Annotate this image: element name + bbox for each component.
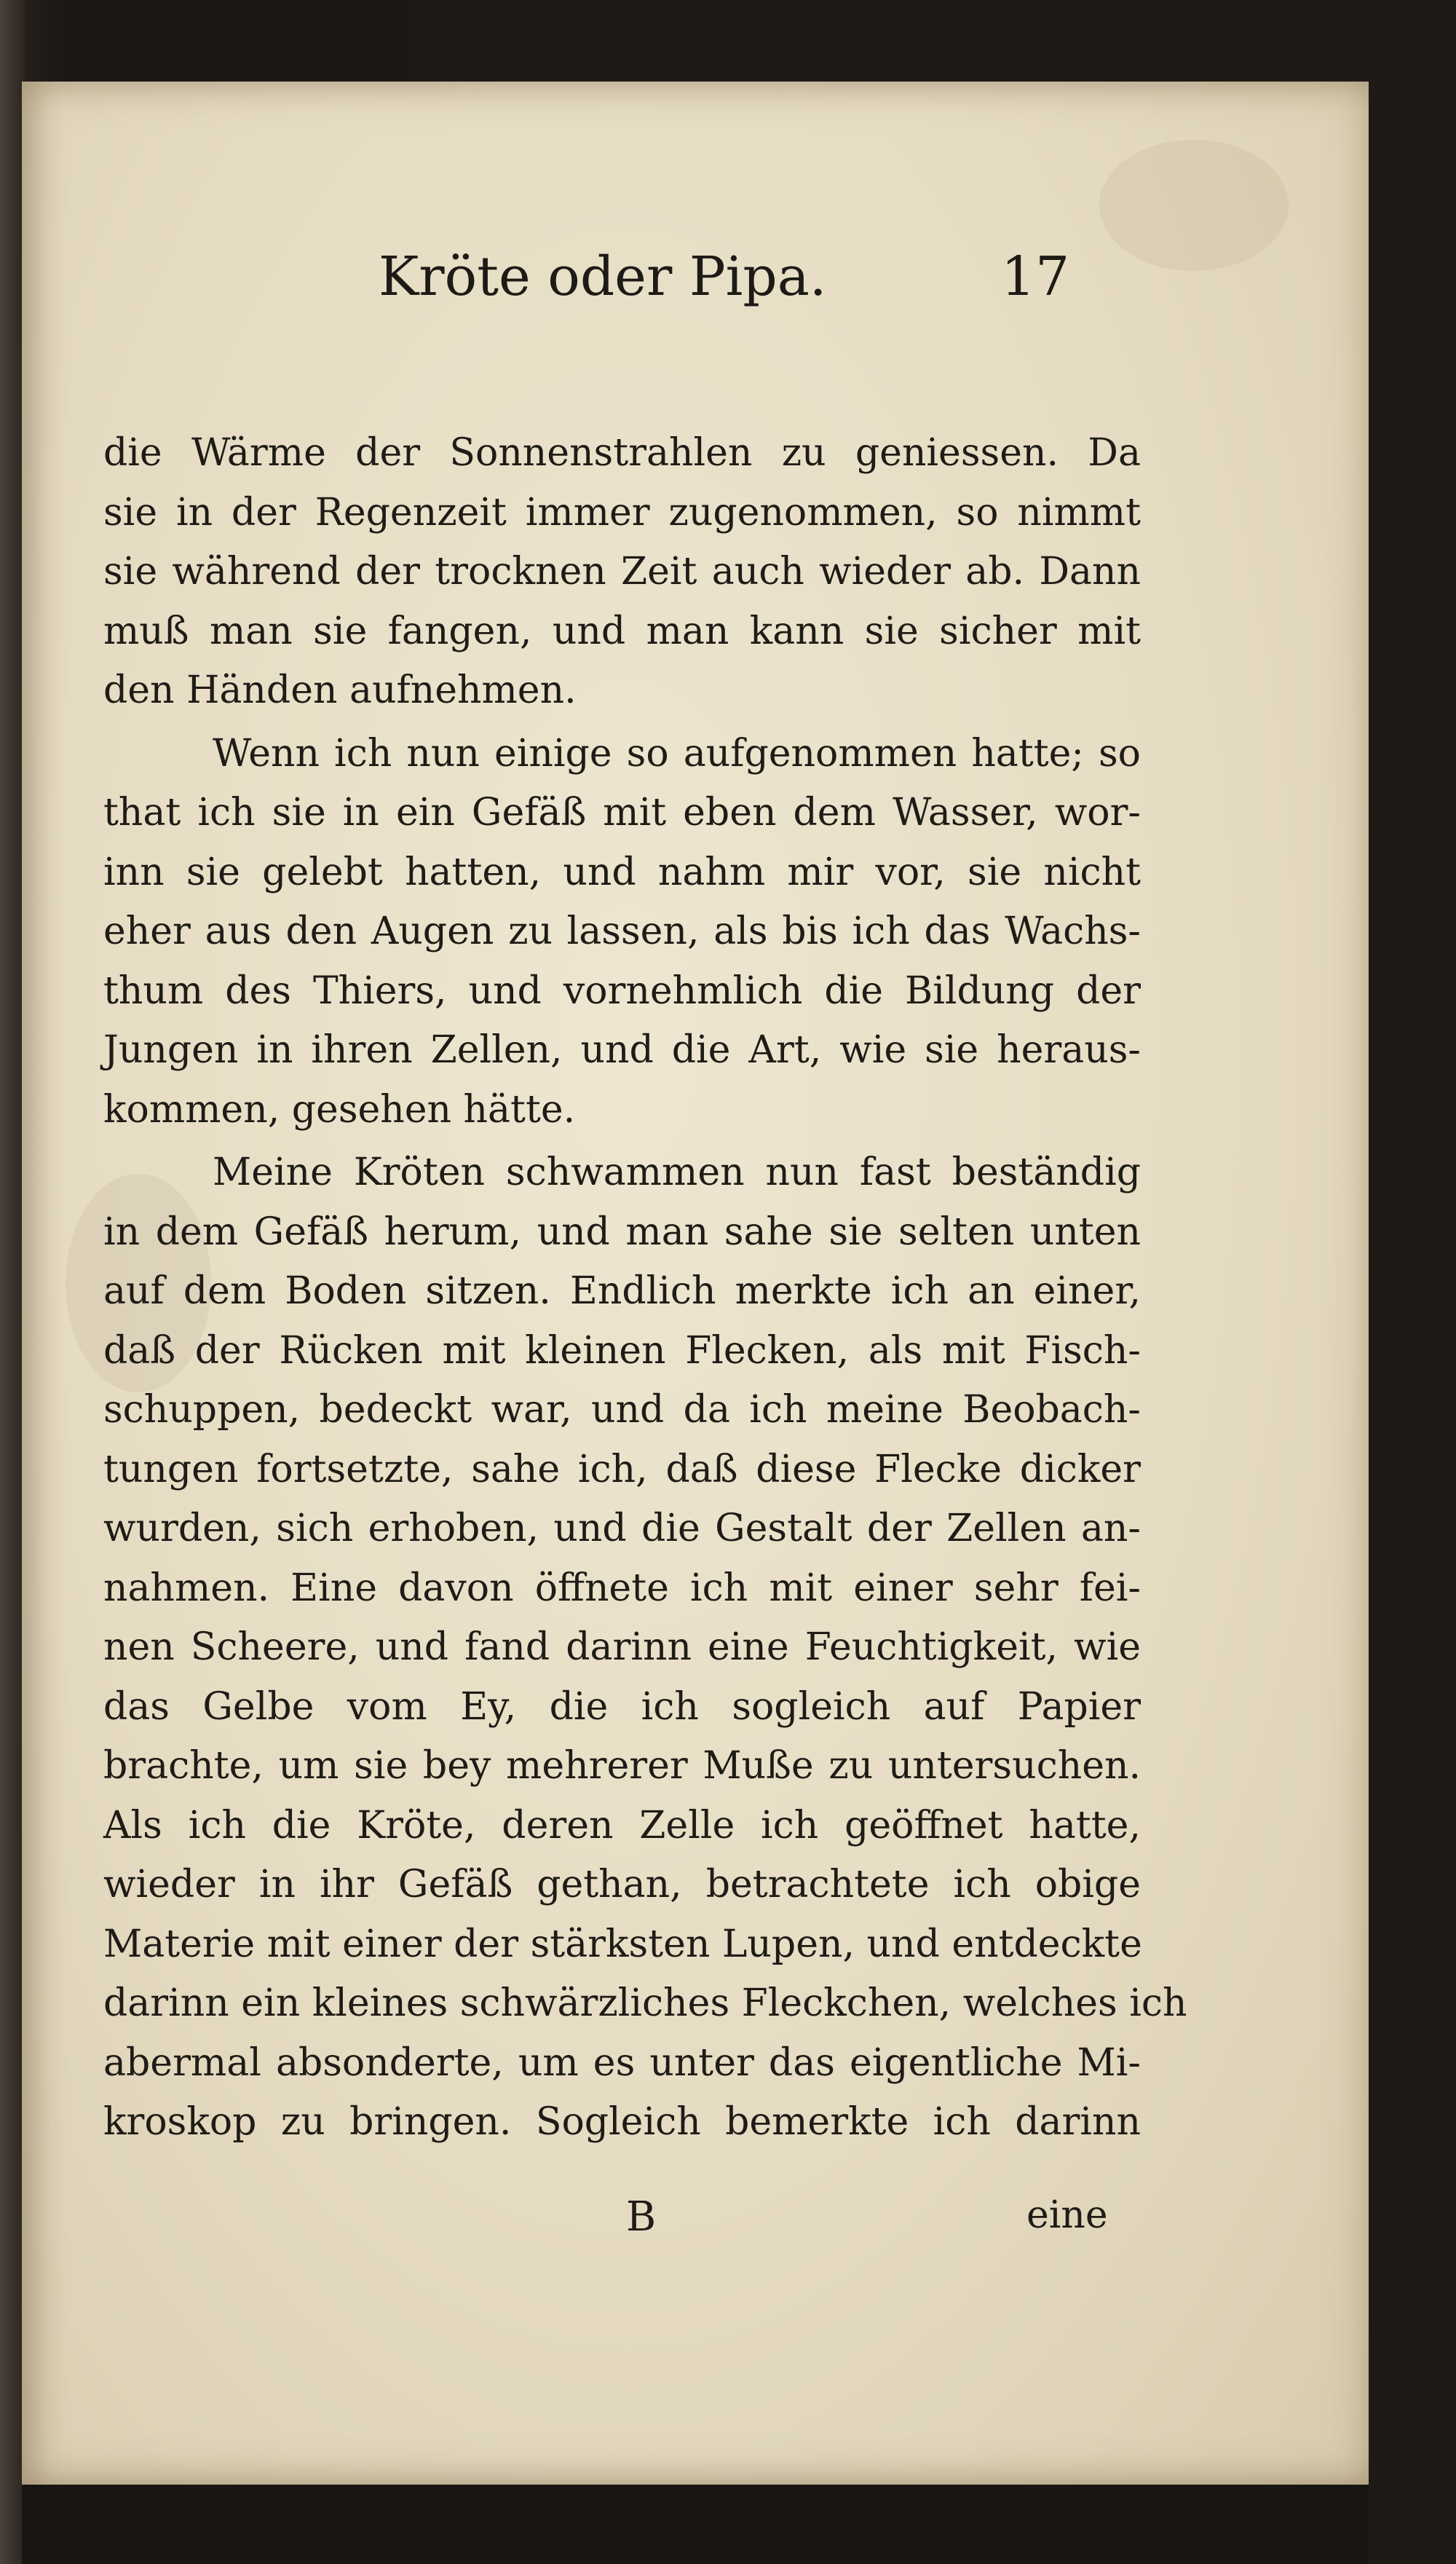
text-line: in dem Gefäß herum, und man sahe sie selten unten: [103, 1210, 1141, 1254]
text-line: muß man sie fangen, und man kann sie sicher mit: [103, 609, 1141, 653]
text-line: kroskop zu bringen. Sogleich bemerkte ich darinn: [103, 2100, 1141, 2144]
paragraph-1: [103, 424, 1141, 721]
text-line: eher aus den Augen zu lassen, als bis ich das Wachs-: [103, 910, 1141, 953]
text-line: nahmen. Eine davon öffnete ich mit einer sehr fei-: [103, 1566, 1141, 1610]
text-line: daß der Rücken mit kleinen Flecken, als mit Fisch-: [103, 1328, 1141, 1373]
text-line: den Händen aufnehmen.: [103, 668, 577, 712]
text-line: das Gelbe vom Ey, die ich sogleich auf Papier: [103, 1684, 1141, 1729]
text-line: Wenn ich nun einige so aufgenommen hatte; so: [213, 731, 1141, 776]
page-header: [22, 245, 1369, 326]
text-line: Als ich die Kröte, deren Zelle ich geöffnet hatte,: [103, 1803, 1141, 1847]
page-number: 17: [1001, 245, 1070, 308]
text-line: brachte, um sie bey mehrerer Muße zu untersuchen.: [103, 1744, 1141, 1788]
text-line: die Wärme der Sonnenstrahlen zu geniessen. Da: [103, 431, 1141, 475]
text-line: darinn ein kleines schwärzliches Fleckchen, welches ich: [103, 1981, 1187, 2025]
text-line: auf dem Boden sitzen. Endlich merkte ich an einer,: [103, 1269, 1141, 1313]
page-bottom-shadow: [22, 2485, 1369, 2564]
text-line: schuppen, bedeckt war, und da ich meine Beobach-: [103, 1388, 1141, 1432]
text-line: kommen, gesehen hätte.: [103, 1087, 576, 1132]
text-line: thum des Thiers, und vornehmlich die Bildung der: [103, 969, 1141, 1013]
catchword: eine: [1026, 2193, 1108, 2237]
text-line: Materie mit einer der stärksten Lupen, und entdeckte: [103, 1922, 1142, 1966]
signature-mark: B: [626, 2193, 657, 2241]
paragraph-2: [103, 725, 1141, 1140]
text-line: that ich sie in ein Gefäß mit eben dem Wasser, wor-: [103, 791, 1141, 835]
text-line: sie in der Regenzeit immer zugenommen, so nimmt: [103, 490, 1141, 535]
text-line: nen Scheere, und fand darinn eine Feuchtigkeit, wie: [103, 1625, 1141, 1669]
book-spine-edge: [0, 0, 25, 2564]
text-line: inn sie gelebt hatten, und nahm mir vor, sie nicht: [103, 850, 1141, 894]
text-line: wurden, sich erhoben, und die Gestalt der Zellen an-: [103, 1507, 1141, 1550]
text-line: Meine Kröten schwammen nun fast beständig: [213, 1151, 1141, 1194]
body-text: [103, 424, 1187, 2156]
paper-page: [22, 82, 1369, 2485]
text-line: tungen fortsetzte, sahe ich, daß diese Flecke dicker: [103, 1447, 1141, 1491]
running-head: Kröte oder Pipa.: [379, 245, 827, 308]
text-line: abermal absonderte, um es unter das eigentliche Mi-: [103, 2040, 1141, 2085]
paragraph-3: [103, 1143, 1187, 2153]
text-line: wieder in ihr Gefäß gethan, betrachtete ich obige: [103, 1863, 1141, 1906]
text-line: sie während der trocknen Zeit auch wieder ab. Dann: [103, 550, 1141, 593]
text-line: Jungen in ihren Zellen, und die Art, wie sie heraus-: [103, 1028, 1141, 1072]
page-footer: [22, 2193, 1369, 2266]
